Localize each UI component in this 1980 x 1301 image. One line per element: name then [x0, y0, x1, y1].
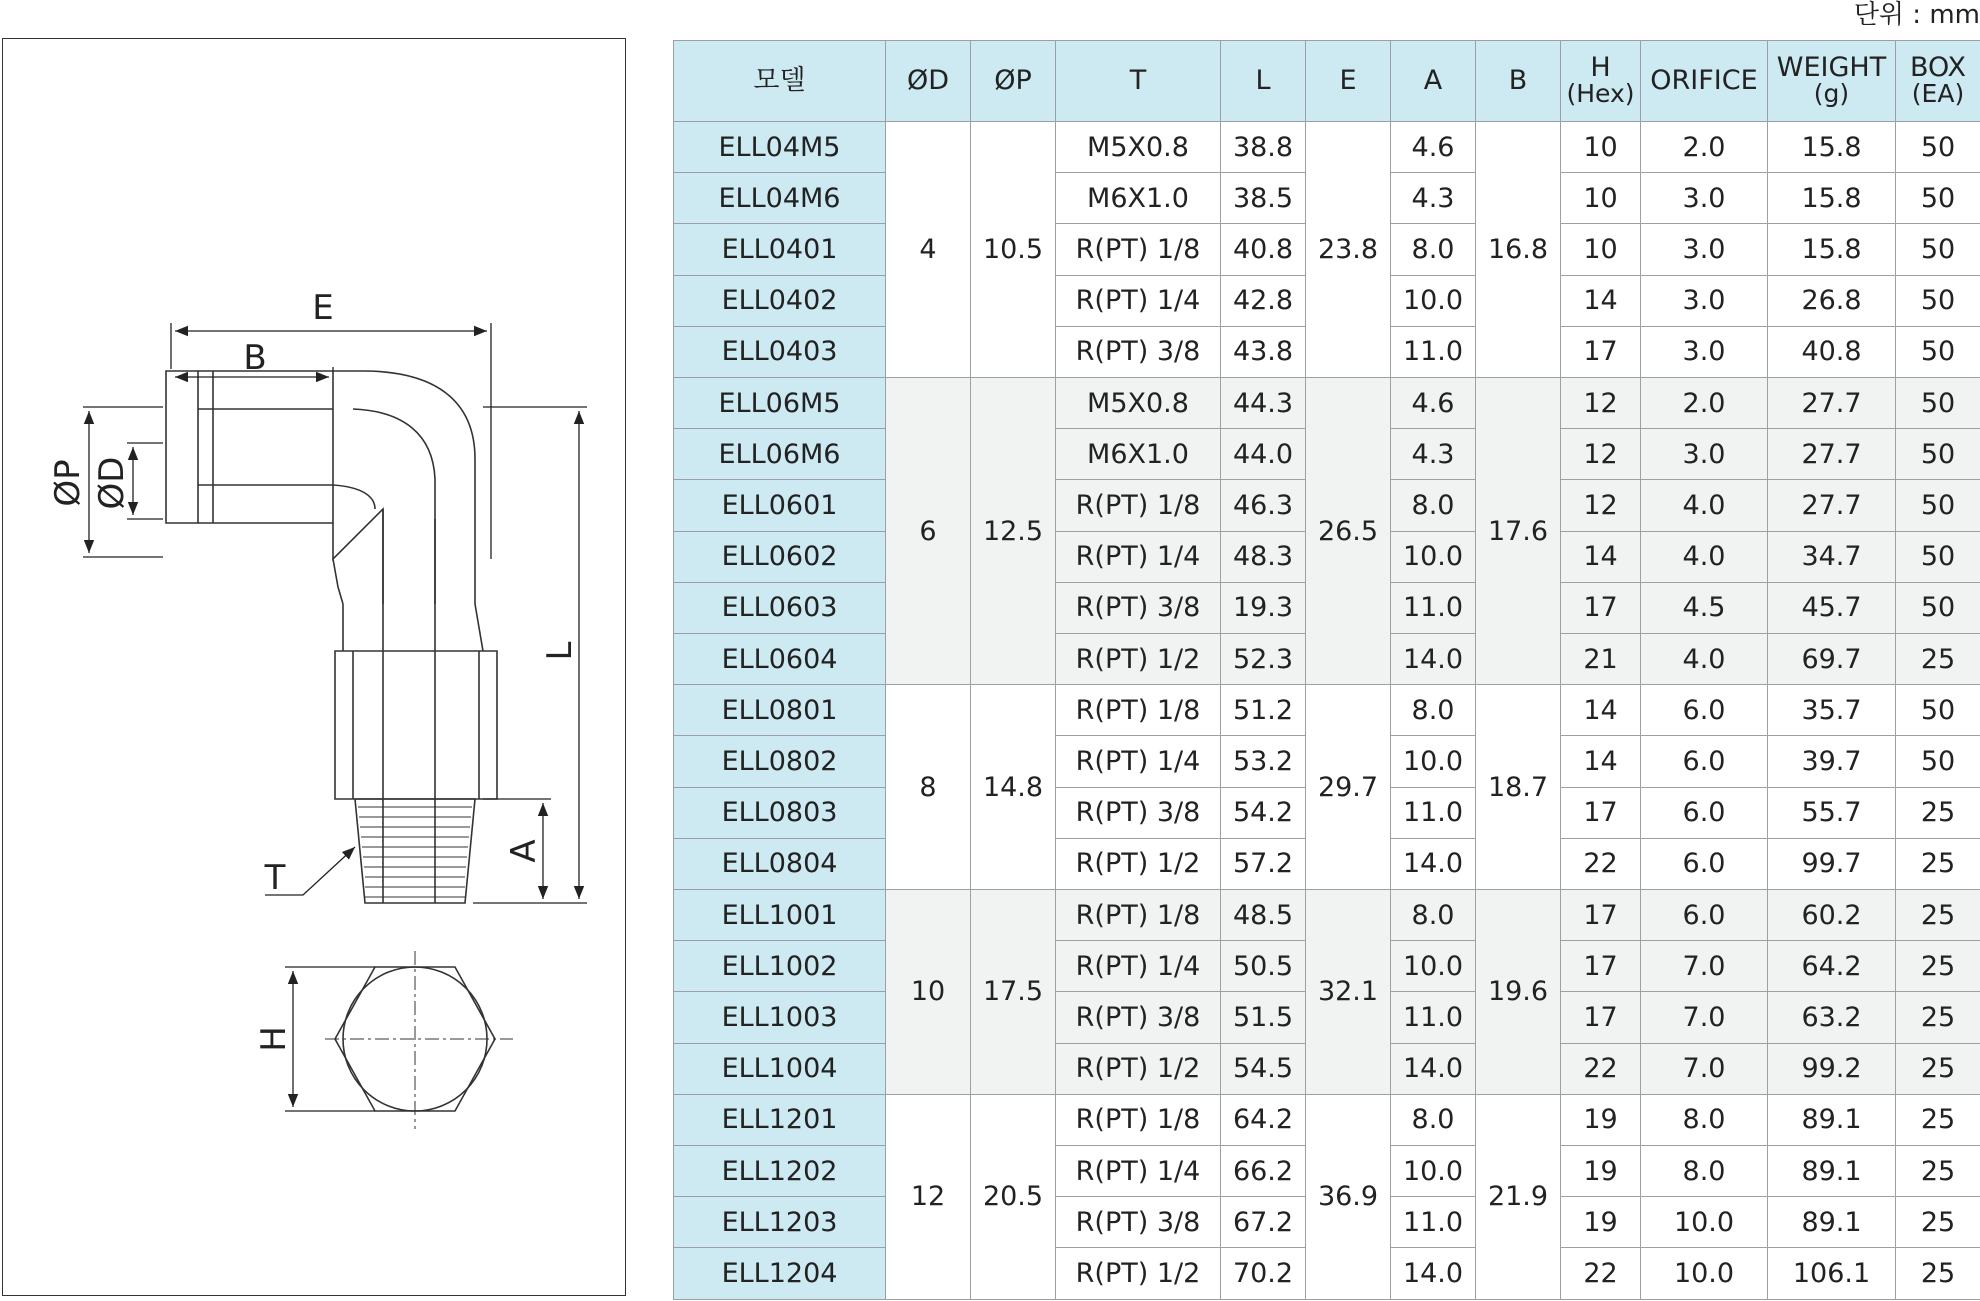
box-cell: 50	[1896, 224, 1980, 275]
t-cell: R(PT) 1/8	[1056, 480, 1221, 531]
box-cell: 25	[1896, 1197, 1980, 1248]
model-cell: ELL0601	[674, 480, 886, 531]
l-cell: 53.2	[1221, 736, 1306, 787]
t-cell: R(PT) 1/2	[1056, 634, 1221, 685]
weight-cell: 45.7	[1768, 582, 1896, 633]
l-cell: 44.0	[1221, 429, 1306, 480]
a-cell: 8.0	[1391, 1094, 1476, 1145]
t-cell: R(PT) 1/8	[1056, 1094, 1221, 1145]
t-cell: R(PT) 3/8	[1056, 1197, 1221, 1248]
od-cell: 10	[886, 890, 971, 1095]
t-cell: R(PT) 1/8	[1056, 685, 1221, 736]
orifice-cell: 10.0	[1641, 1248, 1768, 1300]
b-cell: 18.7	[1476, 685, 1561, 890]
box-cell: 25	[1896, 1094, 1980, 1145]
l-cell: 52.3	[1221, 634, 1306, 685]
box-cell: 25	[1896, 992, 1980, 1043]
weight-cell: 39.7	[1768, 736, 1896, 787]
dim-label-l: L	[540, 641, 580, 661]
box-cell: 50	[1896, 173, 1980, 224]
l-cell: 38.8	[1221, 122, 1306, 173]
box-cell: 50	[1896, 429, 1980, 480]
orifice-cell: 4.0	[1641, 634, 1768, 685]
model-cell: ELL0802	[674, 736, 886, 787]
col-header-box: BOX (EA)	[1896, 41, 1980, 122]
a-cell: 8.0	[1391, 224, 1476, 275]
weight-cell: 40.8	[1768, 326, 1896, 377]
l-cell: 64.2	[1221, 1094, 1306, 1145]
l-cell: 19.3	[1221, 582, 1306, 633]
h-cell: 14	[1561, 275, 1641, 326]
t-cell: R(PT) 1/2	[1056, 1248, 1221, 1300]
model-cell: ELL0403	[674, 326, 886, 377]
model-cell: ELL1203	[674, 1197, 886, 1248]
box-cell: 50	[1896, 480, 1980, 531]
l-cell: 43.8	[1221, 326, 1306, 377]
orifice-cell: 4.0	[1641, 531, 1768, 582]
box-cell: 25	[1896, 1248, 1980, 1300]
h-cell: 14	[1561, 685, 1641, 736]
orifice-cell: 7.0	[1641, 1043, 1768, 1094]
l-cell: 48.5	[1221, 890, 1306, 941]
header-row	[674, 41, 1980, 122]
col-header-op: ØP	[971, 41, 1056, 122]
weight-cell: 106.1	[1768, 1248, 1896, 1300]
l-cell: 67.2	[1221, 1197, 1306, 1248]
col-header-b: B	[1476, 41, 1561, 122]
box-cell: 25	[1896, 634, 1980, 685]
box-cell: 25	[1896, 1146, 1980, 1197]
orifice-cell: 3.0	[1641, 224, 1768, 275]
t-cell: R(PT) 3/8	[1056, 326, 1221, 377]
h-cell: 17	[1561, 992, 1641, 1043]
l-cell: 38.5	[1221, 173, 1306, 224]
model-cell: ELL1202	[674, 1146, 886, 1197]
h-cell: 22	[1561, 838, 1641, 889]
weight-cell: 15.8	[1768, 122, 1896, 173]
h-cell: 12	[1561, 429, 1641, 480]
h-cell: 19	[1561, 1146, 1641, 1197]
l-cell: 48.3	[1221, 531, 1306, 582]
spec-table-body	[674, 122, 1980, 1300]
h-cell: 14	[1561, 736, 1641, 787]
model-cell: ELL1002	[674, 941, 886, 992]
h-cell: 17	[1561, 787, 1641, 838]
table-row	[674, 890, 1980, 941]
elbow-step	[333, 559, 343, 604]
model-cell: ELL1204	[674, 1248, 886, 1300]
table-row	[674, 122, 1980, 173]
a-cell: 11.0	[1391, 992, 1476, 1043]
a-cell: 10.0	[1391, 736, 1476, 787]
a-cell: 4.6	[1391, 122, 1476, 173]
elbow-inner	[333, 509, 383, 604]
spec-table	[673, 40, 1980, 1300]
weight-cell: 99.7	[1768, 838, 1896, 889]
t-cell: R(PT) 3/8	[1056, 582, 1221, 633]
weight-cell: 63.2	[1768, 992, 1896, 1043]
l-cell: 42.8	[1221, 275, 1306, 326]
a-cell: 10.0	[1391, 531, 1476, 582]
box-cell: 50	[1896, 685, 1980, 736]
od-cell: 12	[886, 1094, 971, 1299]
orifice-cell: 6.0	[1641, 685, 1768, 736]
model-cell: ELL0603	[674, 582, 886, 633]
a-cell: 10.0	[1391, 1146, 1476, 1197]
orifice-cell: 6.0	[1641, 787, 1768, 838]
col-header-weight: WEIGHT (g)	[1768, 41, 1896, 122]
a-cell: 14.0	[1391, 1043, 1476, 1094]
a-cell: 10.0	[1391, 941, 1476, 992]
unit-label: 단위 : mm	[1853, 0, 1980, 30]
h-cell: 17	[1561, 890, 1641, 941]
weight-cell: 89.1	[1768, 1146, 1896, 1197]
t-cell: R(PT) 1/4	[1056, 736, 1221, 787]
table-row	[674, 685, 1980, 736]
box-cell: 25	[1896, 941, 1980, 992]
model-cell: ELL0401	[674, 224, 886, 275]
od-cell: 6	[886, 378, 971, 685]
orifice-cell: 8.0	[1641, 1094, 1768, 1145]
a-cell: 14.0	[1391, 1248, 1476, 1300]
e-cell: 32.1	[1306, 890, 1391, 1095]
col-header-h: H (Hex)	[1561, 41, 1641, 122]
orifice-cell: 3.0	[1641, 173, 1768, 224]
weight-cell: 99.2	[1768, 1043, 1896, 1094]
h-cell: 21	[1561, 634, 1641, 685]
h-cell: 17	[1561, 326, 1641, 377]
t-cell: R(PT) 1/2	[1056, 838, 1221, 889]
e-cell: 29.7	[1306, 685, 1391, 890]
table-row	[674, 378, 1980, 429]
a-cell: 11.0	[1391, 1197, 1476, 1248]
a-cell: 4.3	[1391, 429, 1476, 480]
od-cell: 4	[886, 122, 971, 378]
op-cell: 17.5	[971, 890, 1056, 1095]
l-cell: 54.5	[1221, 1043, 1306, 1094]
model-cell: ELL0801	[674, 685, 886, 736]
orifice-cell: 2.0	[1641, 378, 1768, 429]
elbow-fitting-drawing	[3, 39, 627, 1297]
dim-label-op: ØP	[48, 459, 88, 507]
a-cell: 4.6	[1391, 378, 1476, 429]
dim-label-t: T	[264, 858, 286, 898]
b-cell: 17.6	[1476, 378, 1561, 685]
weight-cell: 27.7	[1768, 378, 1896, 429]
orifice-cell: 3.0	[1641, 429, 1768, 480]
model-cell: ELL06M5	[674, 378, 886, 429]
table-row	[674, 1094, 1980, 1145]
h-cell: 10	[1561, 122, 1641, 173]
col-header-e: E	[1306, 41, 1391, 122]
weight-cell: 35.7	[1768, 685, 1896, 736]
weight-cell: 27.7	[1768, 429, 1896, 480]
weight-cell: 15.8	[1768, 224, 1896, 275]
box-cell: 25	[1896, 890, 1980, 941]
t-cell: M5X0.8	[1056, 378, 1221, 429]
a-cell: 10.0	[1391, 275, 1476, 326]
orifice-cell: 8.0	[1641, 1146, 1768, 1197]
weight-cell: 89.1	[1768, 1094, 1896, 1145]
t-cell: R(PT) 1/8	[1056, 224, 1221, 275]
h-cell: 17	[1561, 582, 1641, 633]
a-cell: 14.0	[1391, 838, 1476, 889]
a-cell: 11.0	[1391, 582, 1476, 633]
model-cell: ELL0602	[674, 531, 886, 582]
col-header-od: ØD	[886, 41, 971, 122]
b-cell: 21.9	[1476, 1094, 1561, 1299]
collet-ring	[166, 371, 198, 523]
box-cell: 50	[1896, 122, 1980, 173]
model-cell: ELL04M5	[674, 122, 886, 173]
dim-label-h: H	[254, 1026, 294, 1052]
orifice-cell: 6.0	[1641, 890, 1768, 941]
box-cell: 25	[1896, 787, 1980, 838]
box-cell: 50	[1896, 531, 1980, 582]
b-cell: 16.8	[1476, 122, 1561, 378]
h-cell: 10	[1561, 173, 1641, 224]
box-cell: 25	[1896, 1043, 1980, 1094]
a-cell: 11.0	[1391, 787, 1476, 838]
model-cell: ELL1003	[674, 992, 886, 1043]
model-cell: ELL04M6	[674, 173, 886, 224]
t-cell: R(PT) 1/4	[1056, 941, 1221, 992]
l-cell: 66.2	[1221, 1146, 1306, 1197]
model-cell: ELL1201	[674, 1094, 886, 1145]
weight-cell: 60.2	[1768, 890, 1896, 941]
op-cell: 14.8	[971, 685, 1056, 890]
elbow-outer	[333, 371, 475, 604]
t-cell: M6X1.0	[1056, 173, 1221, 224]
l-cell: 51.5	[1221, 992, 1306, 1043]
e-cell: 26.5	[1306, 378, 1391, 685]
weight-cell: 69.7	[1768, 634, 1896, 685]
weight-cell: 34.7	[1768, 531, 1896, 582]
orifice-cell: 10.0	[1641, 1197, 1768, 1248]
a-cell: 8.0	[1391, 685, 1476, 736]
weight-cell: 15.8	[1768, 173, 1896, 224]
h-cell: 14	[1561, 531, 1641, 582]
t-cell: R(PT) 1/4	[1056, 275, 1221, 326]
col-header-l: L	[1221, 41, 1306, 122]
orifice-cell: 7.0	[1641, 941, 1768, 992]
orifice-cell: 3.0	[1641, 275, 1768, 326]
weight-cell: 55.7	[1768, 787, 1896, 838]
box-cell: 25	[1896, 838, 1980, 889]
op-cell: 10.5	[971, 122, 1056, 378]
dim-label-e: E	[312, 288, 334, 328]
l-cell: 54.2	[1221, 787, 1306, 838]
op-cell: 12.5	[971, 378, 1056, 685]
model-cell: ELL0803	[674, 787, 886, 838]
a-cell: 4.3	[1391, 173, 1476, 224]
dim-label-od: ØD	[92, 456, 132, 510]
h-cell: 19	[1561, 1197, 1641, 1248]
model-cell: ELL0804	[674, 838, 886, 889]
l-cell: 51.2	[1221, 685, 1306, 736]
orifice-cell: 2.0	[1641, 122, 1768, 173]
model-cell: ELL06M6	[674, 429, 886, 480]
collet-body	[198, 371, 333, 523]
l-cell: 44.3	[1221, 378, 1306, 429]
weight-cell: 64.2	[1768, 941, 1896, 992]
t-cell: M5X0.8	[1056, 122, 1221, 173]
h-cell: 12	[1561, 480, 1641, 531]
col-header-a: A	[1391, 41, 1476, 122]
orifice-cell: 7.0	[1641, 992, 1768, 1043]
hex-section	[335, 651, 497, 799]
box-cell: 50	[1896, 736, 1980, 787]
technical-drawing-frame	[2, 38, 626, 1296]
orifice-cell: 6.0	[1641, 736, 1768, 787]
l-cell: 50.5	[1221, 941, 1306, 992]
weight-cell: 89.1	[1768, 1197, 1896, 1248]
h-cell: 17	[1561, 941, 1641, 992]
col-header-t: T	[1056, 41, 1221, 122]
t-cell: R(PT) 1/4	[1056, 1146, 1221, 1197]
box-cell: 50	[1896, 326, 1980, 377]
box-cell: 50	[1896, 378, 1980, 429]
t-cell: R(PT) 3/8	[1056, 992, 1221, 1043]
box-cell: 50	[1896, 275, 1980, 326]
orifice-cell: 4.5	[1641, 582, 1768, 633]
l-cell: 70.2	[1221, 1248, 1306, 1300]
h-cell: 22	[1561, 1043, 1641, 1094]
t-cell: R(PT) 1/8	[1056, 890, 1221, 941]
l-cell: 46.3	[1221, 480, 1306, 531]
t-cell: M6X1.0	[1056, 429, 1221, 480]
a-cell: 8.0	[1391, 480, 1476, 531]
op-cell: 20.5	[971, 1094, 1056, 1299]
model-cell: ELL1001	[674, 890, 886, 941]
col-header-model: 모델	[674, 41, 886, 122]
b-cell: 19.6	[1476, 890, 1561, 1095]
weight-cell: 26.8	[1768, 275, 1896, 326]
od-cell: 8	[886, 685, 971, 890]
t-cell: R(PT) 1/2	[1056, 1043, 1221, 1094]
h-cell: 22	[1561, 1248, 1641, 1300]
orifice-cell: 4.0	[1641, 480, 1768, 531]
a-cell: 8.0	[1391, 890, 1476, 941]
l-cell: 40.8	[1221, 224, 1306, 275]
e-cell: 36.9	[1306, 1094, 1391, 1299]
model-cell: ELL0402	[674, 275, 886, 326]
orifice-cell: 6.0	[1641, 838, 1768, 889]
a-cell: 14.0	[1391, 634, 1476, 685]
orifice-cell: 3.0	[1641, 326, 1768, 377]
h-cell: 19	[1561, 1094, 1641, 1145]
col-header-orifice: ORIFICE	[1641, 41, 1768, 122]
weight-cell: 27.7	[1768, 480, 1896, 531]
l-cell: 57.2	[1221, 838, 1306, 889]
h-cell: 12	[1561, 378, 1641, 429]
model-cell: ELL0604	[674, 634, 886, 685]
model-cell: ELL1004	[674, 1043, 886, 1094]
h-cell: 10	[1561, 224, 1641, 275]
e-cell: 23.8	[1306, 122, 1391, 378]
t-cell: R(PT) 3/8	[1056, 787, 1221, 838]
dim-label-b: B	[243, 338, 267, 378]
dim-label-a: A	[504, 839, 544, 863]
a-cell: 11.0	[1391, 326, 1476, 377]
t-cell: R(PT) 1/4	[1056, 531, 1221, 582]
box-cell: 50	[1896, 582, 1980, 633]
